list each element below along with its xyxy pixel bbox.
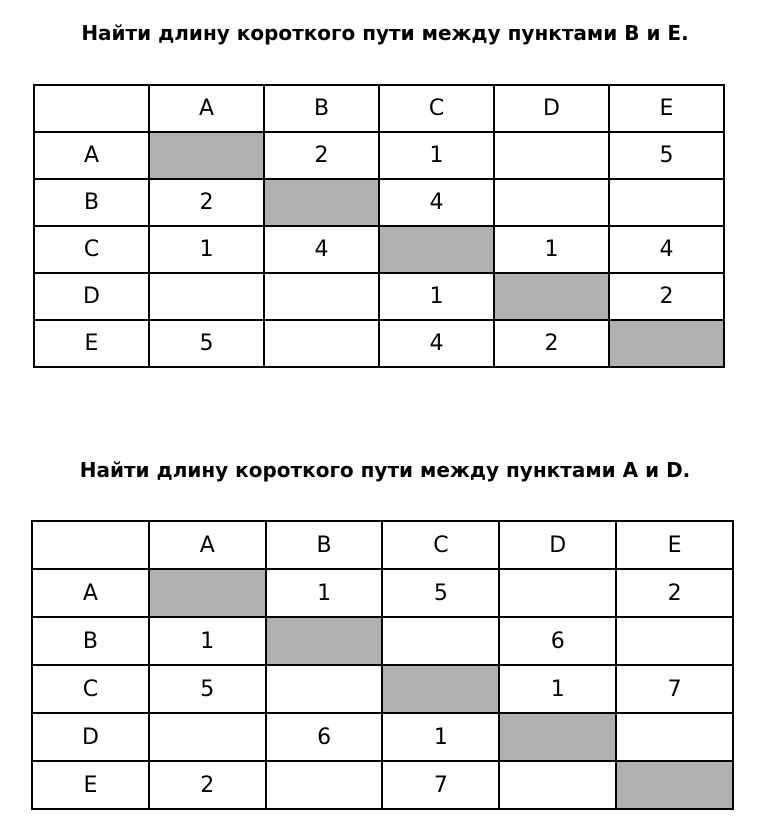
diagonal-cell <box>266 617 383 665</box>
distance-cell: 1 <box>379 273 494 320</box>
diagonal-cell <box>149 132 264 179</box>
distance-cell: 2 <box>149 179 264 226</box>
diagonal-cell <box>609 320 724 367</box>
distance-cell: 4 <box>264 226 379 273</box>
column-header: E <box>609 85 724 132</box>
diagonal-cell <box>494 273 609 320</box>
column-header: E <box>616 521 733 569</box>
distance-cell: 1 <box>499 665 616 713</box>
distance-cell <box>149 273 264 320</box>
distance-cell <box>494 132 609 179</box>
diagonal-cell <box>264 179 379 226</box>
distance-cell: 5 <box>609 132 724 179</box>
corner-cell <box>32 521 149 569</box>
table-row <box>34 320 724 367</box>
distance-cell: 2 <box>494 320 609 367</box>
distance-table-2 <box>31 520 734 810</box>
table-row <box>34 273 724 320</box>
column-header: A <box>149 521 266 569</box>
distance-cell: 1 <box>494 226 609 273</box>
distance-cell <box>499 761 616 809</box>
row-header: D <box>34 273 149 320</box>
distance-cell <box>382 617 499 665</box>
table-header-row <box>34 85 724 132</box>
column-header: B <box>266 521 383 569</box>
row-header: A <box>34 132 149 179</box>
distance-cell <box>266 665 383 713</box>
row-header: B <box>34 179 149 226</box>
distance-cell: 7 <box>616 665 733 713</box>
row-header: C <box>34 226 149 273</box>
row-header: E <box>34 320 149 367</box>
diagonal-cell <box>616 761 733 809</box>
distance-cell <box>616 713 733 761</box>
table-row <box>34 179 724 226</box>
column-header: C <box>379 85 494 132</box>
row-header: E <box>32 761 149 809</box>
distance-cell: 4 <box>609 226 724 273</box>
distance-cell <box>264 320 379 367</box>
column-header: D <box>494 85 609 132</box>
row-header: A <box>32 569 149 617</box>
diagonal-cell <box>149 569 266 617</box>
diagonal-cell <box>382 665 499 713</box>
column-header: A <box>149 85 264 132</box>
distance-cell <box>609 179 724 226</box>
distance-cell: 2 <box>264 132 379 179</box>
task-2-title: Найти длину короткого пути между пунктами A и D. <box>79 458 691 482</box>
distance-cell: 4 <box>379 320 494 367</box>
table-row <box>34 226 724 273</box>
distance-cell: 6 <box>266 713 383 761</box>
row-header: D <box>32 713 149 761</box>
corner-cell <box>34 85 149 132</box>
table-row <box>32 665 733 713</box>
distance-table-1 <box>33 84 725 368</box>
column-header: C <box>382 521 499 569</box>
distance-cell: 1 <box>382 713 499 761</box>
diagonal-cell <box>379 226 494 273</box>
diagonal-cell <box>499 713 616 761</box>
distance-cell: 2 <box>616 569 733 617</box>
table-row <box>32 617 733 665</box>
column-header: D <box>499 521 616 569</box>
distance-cell <box>616 617 733 665</box>
distance-cell: 5 <box>149 320 264 367</box>
table-row <box>32 713 733 761</box>
distance-cell: 1 <box>149 617 266 665</box>
table-row <box>32 569 733 617</box>
distance-cell <box>266 761 383 809</box>
table-row <box>34 132 724 179</box>
distance-cell: 6 <box>499 617 616 665</box>
distance-cell: 1 <box>266 569 383 617</box>
distance-cell: 1 <box>379 132 494 179</box>
distance-cell: 5 <box>149 665 266 713</box>
table-row <box>32 761 733 809</box>
distance-cell <box>264 273 379 320</box>
table-header-row <box>32 521 733 569</box>
row-header: B <box>32 617 149 665</box>
column-header: B <box>264 85 379 132</box>
distance-cell: 1 <box>149 226 264 273</box>
distance-cell: 7 <box>382 761 499 809</box>
row-header: C <box>32 665 149 713</box>
task-1-title: Найти длину короткого пути между пунктами B и E. <box>81 21 689 45</box>
distance-cell: 4 <box>379 179 494 226</box>
distance-cell: 2 <box>149 761 266 809</box>
distance-cell: 5 <box>382 569 499 617</box>
distance-cell <box>149 713 266 761</box>
distance-cell <box>499 569 616 617</box>
distance-cell: 2 <box>609 273 724 320</box>
distance-cell <box>494 179 609 226</box>
